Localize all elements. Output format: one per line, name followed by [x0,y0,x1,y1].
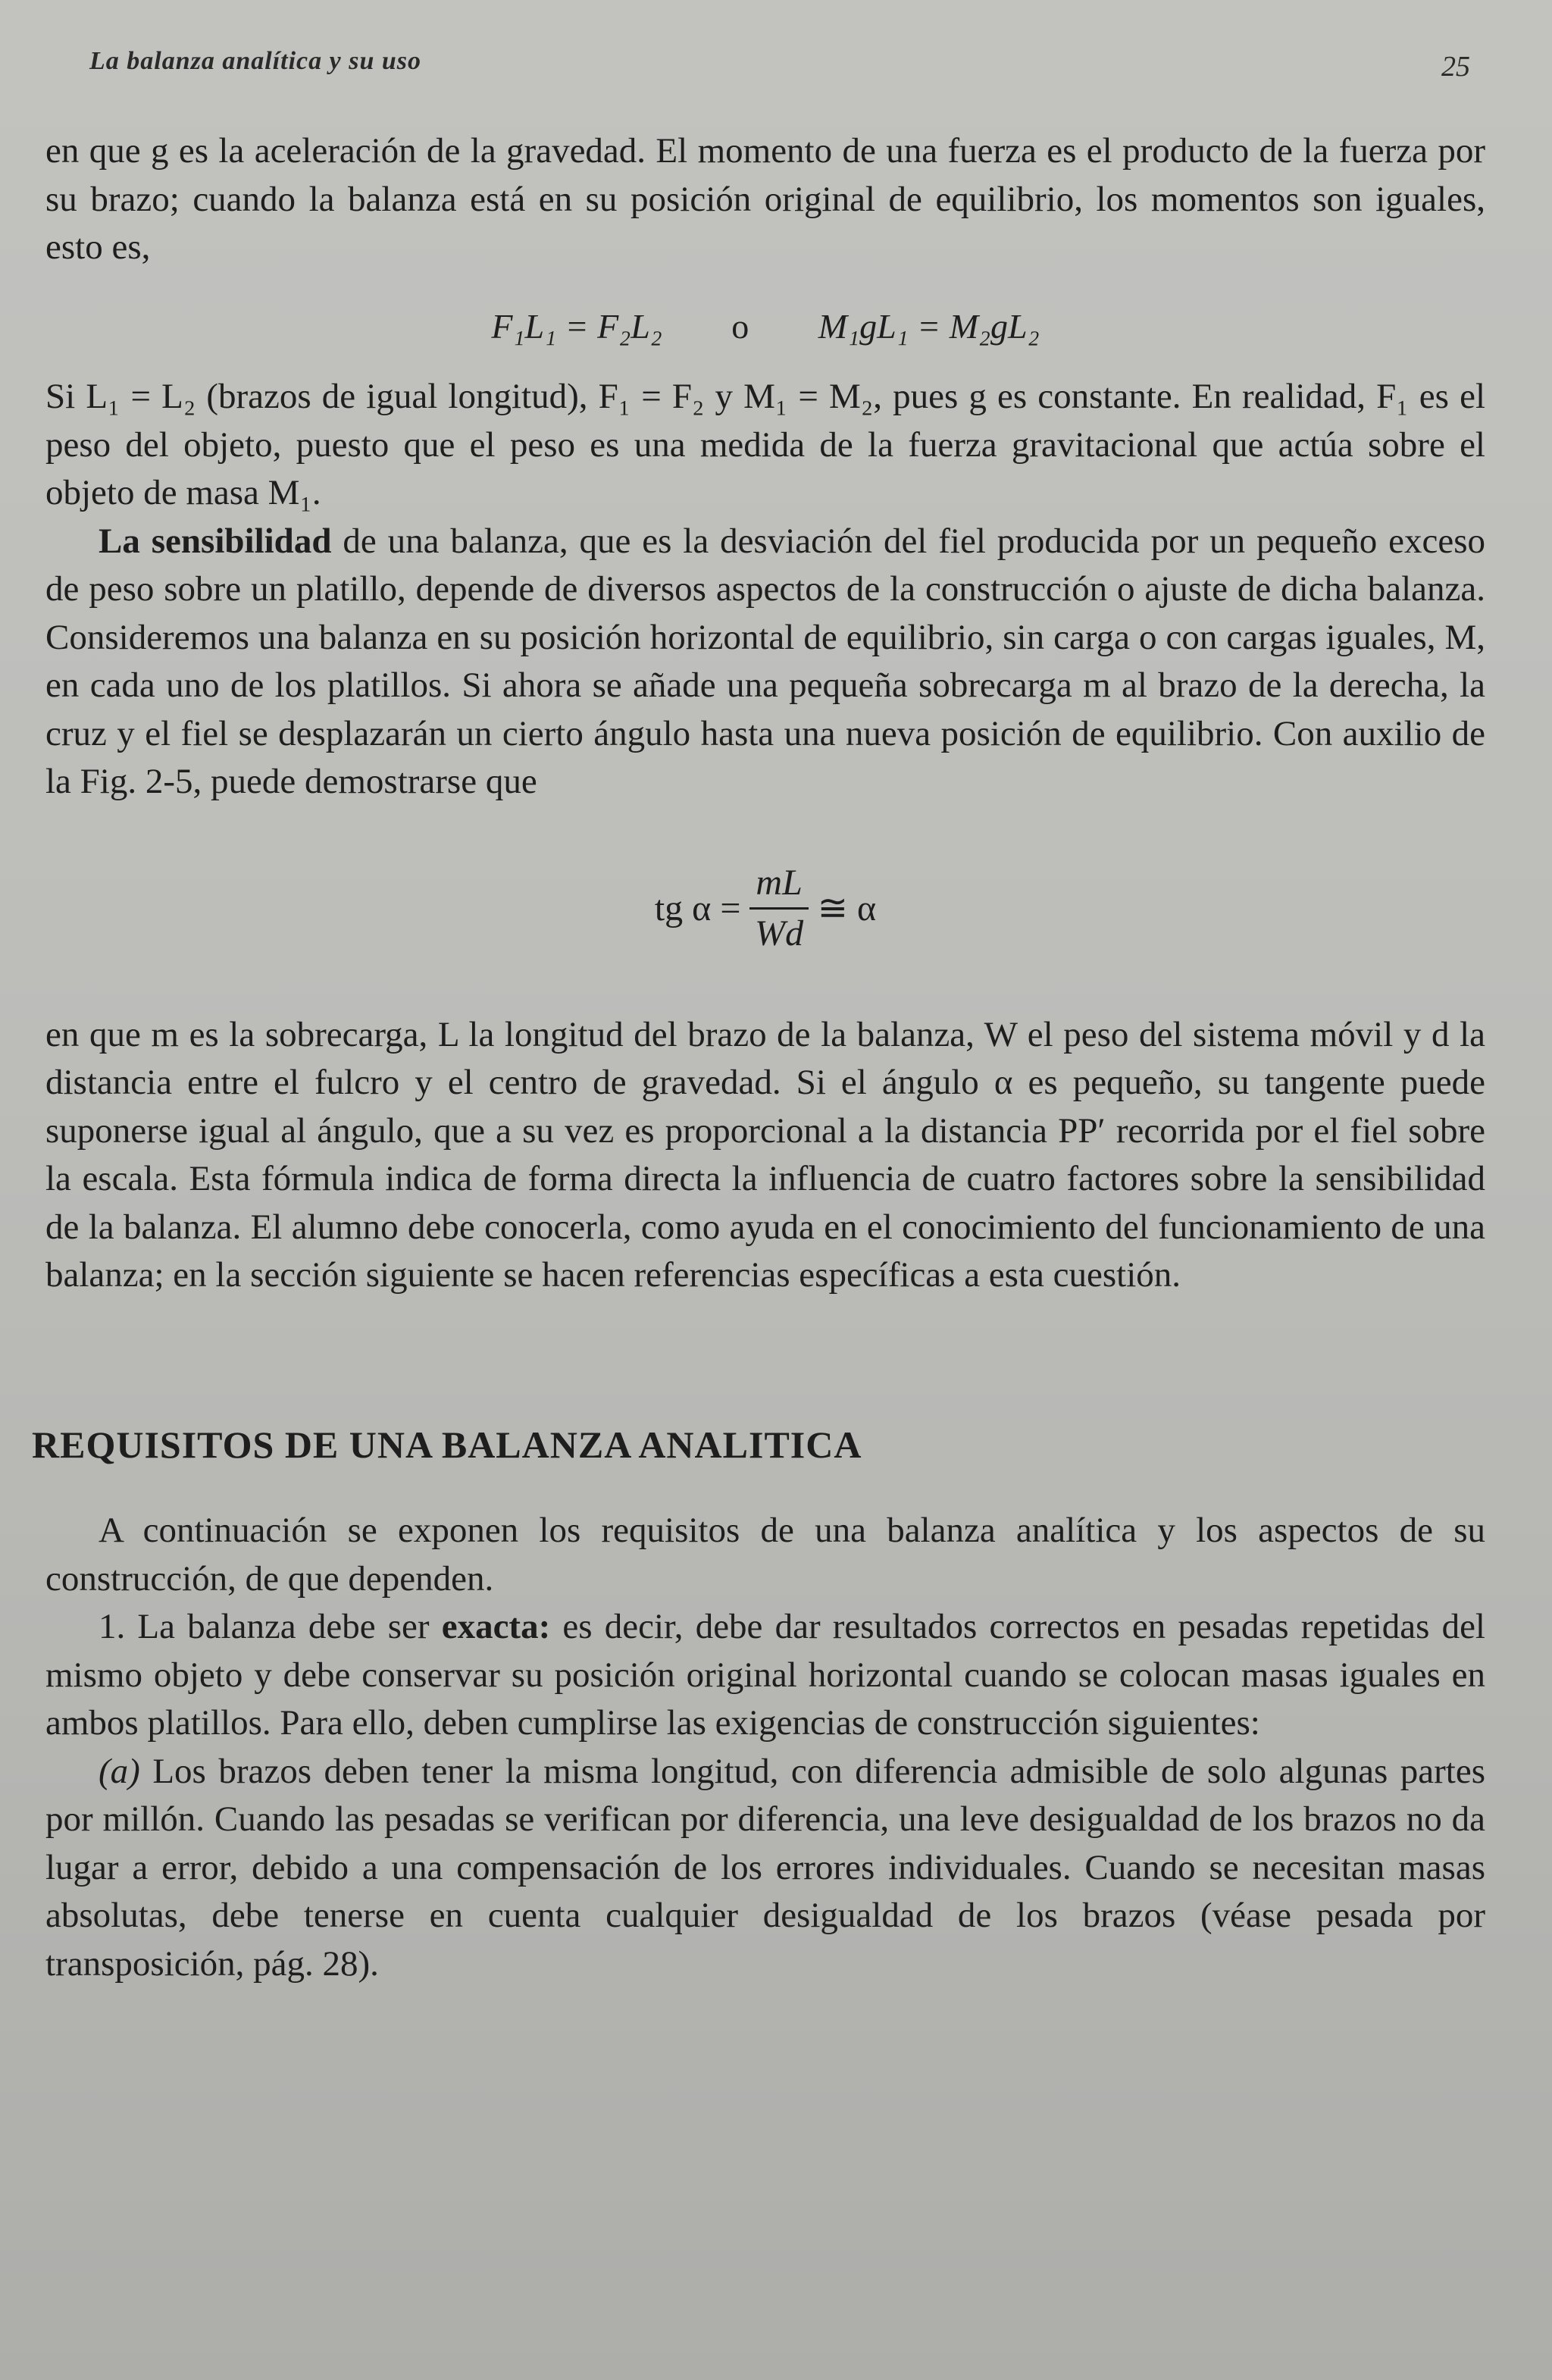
paragraph-6 [45,1603,1485,1748]
fraction [749,862,808,955]
fraction-denominator: Wd [755,913,804,954]
term-exacta: exacta: [441,1607,551,1646]
equation-moments [45,302,1485,351]
equation-moments-or: o [731,306,749,346]
term-sensibilidad: La sensibilidad [99,521,332,561]
section-title: REQUISITOS DE UNA BALANZA ANALITICA [32,1423,862,1466]
equation-sensitivity-right: ≅ α [817,888,877,929]
paragraph-6-start: 1. La balanza debe ser [99,1607,442,1646]
equation-moments-right: M₁gL₁ = M₂gL₂ [818,306,1040,346]
paragraph-5: A continuación se exponen los requisitos de una balanza analítica y los aspectos de su construcción, de que dependen. [45,1511,1485,1599]
paragraph-7 [45,1748,1485,1989]
paragraph-3-text: de una balanza, que es la desviación del fiel producida por un pequeño exceso de peso sobre un platillo, depende de diversos aspectos de la construcción o ajuste de dicha balanza. Consideremos una balanza en su posición horizontal de equilibrio, sin carga o con cargas iguales, M, en cada uno de los platillos. Si ahora se añade una pequeña sobrecarga m al brazo de la derecha, la cruz y el fiel se desplazarán un cierto ángulo hasta una nueva posición de equilibrio. Con auxilio de la Fig. 2-5, puede demostrarse que [45,521,1485,801]
paragraph-7-text: Los brazos deben tener la misma longitud, con diferencia admisible de solo algunas partes por millón. Cuando las pesadas se verifican por diferencia, una leve desigualdad de los brazos no da lugar a error, debido a una compensación de los errores individuales. Cuando se necesitan masas absolutas, debe tenerse en cuenta cualquier desigualdad de los brazos (véase pesada por transposición, pág. 28). [45,1751,1485,1984]
body-text [32,127,1485,1988]
paragraph-2: Si L₁ = L₂ (brazos de igual longitud), F₁ = F₂ y M₁ = M₂, pues g es constante. En realidad, F₁ es el peso del objeto, puesto que el peso es una medida de la fuerza gravitacional que actúa sobre el objeto de masa M₁. [45,377,1485,512]
paragraph-1: en que g es la aceleración de la gravedad. El momento de una fuerza es el producto de la fuerza por su brazo; cuando la balanza está en su posición original de equilibrio, los momentos son iguales, esto es, [45,131,1485,267]
paragraph-4: en que m es la sobrecarga, L la longitud del brazo de la balanza, W el peso del sistema móvil y d la distancia entre el fulcro y el centro de gravedad. Si el ángulo α es pequeño, su tangente puede suponerse igual al ángulo, que a su vez es proporcional a la distancia PP′ recorrida por el fiel sobre la escala. Esta fórmula indica de forma directa la influencia de cuatro factores sobre la sensibilidad de la balanza. El alumno debe conocerla, como ayuda en el conocimiento del funcionamiento de una balanza; en la sección siguiente se hacen referencias específicas a esta cuestión. [45,1014,1485,1295]
item-label-a: (a) [99,1751,140,1791]
paragraph-6-text: es decir, debe dar resultados correctos en pesadas repetidas del mismo objeto y debe conservar su posición original horizontal cuando se colocan masas iguales en ambos platillos. Para ello, deben cumplirse las exigencias de construcción siguientes: [45,1607,1485,1743]
running-title: La balanza analítica y su uso [89,47,422,75]
equation-moments-left: F₁L₁ = F₂L₂ [491,306,662,346]
fraction-numerator: mL [749,862,808,910]
equation-sensitivity-left: tg α = [654,888,741,929]
page-number: 25 [1441,51,1470,83]
equation-sensitivity [45,860,1485,958]
paragraph-3 [45,518,1485,806]
